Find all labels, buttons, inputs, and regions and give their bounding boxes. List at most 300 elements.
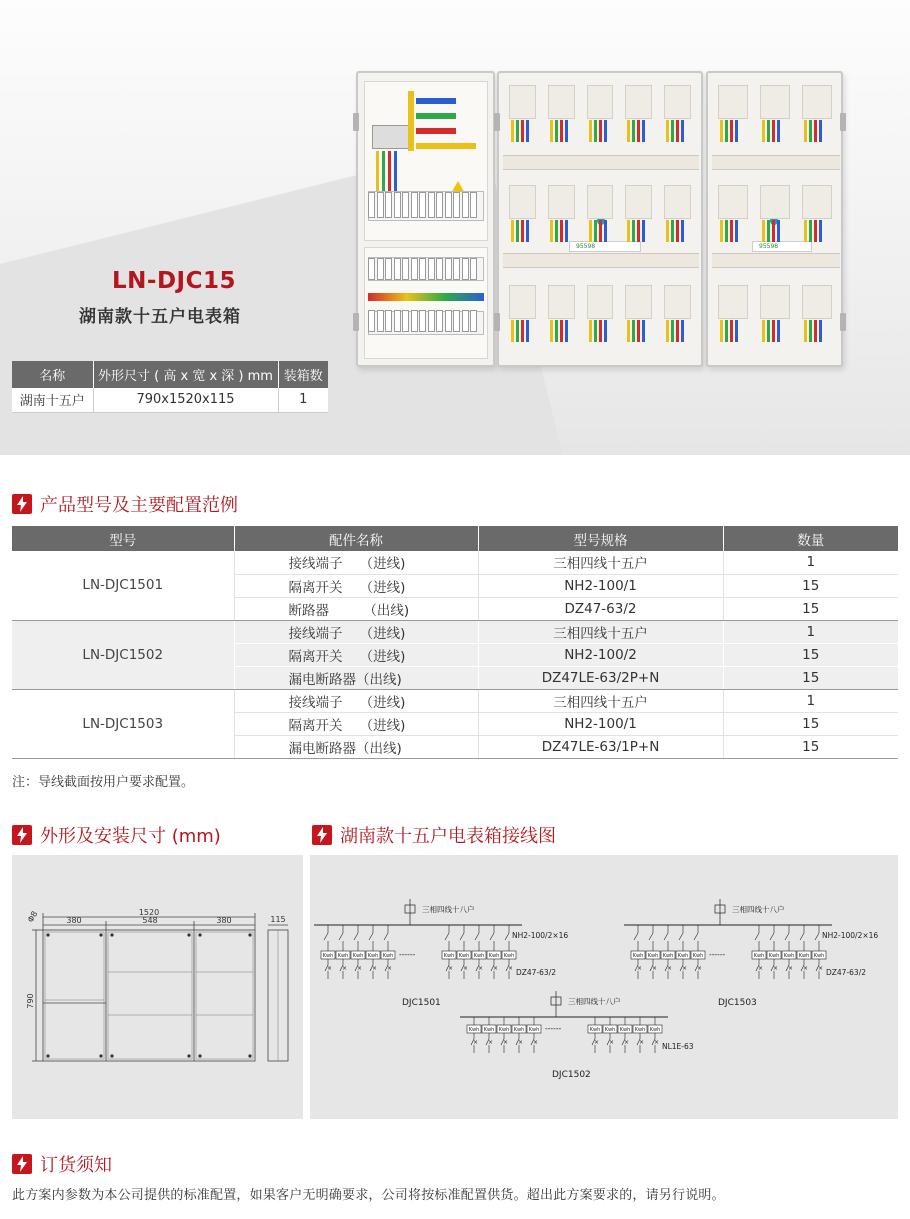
wire bbox=[671, 120, 674, 142]
wire bbox=[627, 220, 630, 242]
breaker bbox=[462, 192, 469, 218]
breaker bbox=[368, 310, 375, 332]
wire bbox=[511, 320, 514, 342]
cfg-part: 漏电断路器（出线) bbox=[234, 735, 478, 758]
kwh-label: Kwh bbox=[483, 1027, 495, 1033]
cfg-spec: 三相四线十五户 bbox=[478, 551, 723, 574]
section-config-title: 产品型号及主要配置范例 bbox=[40, 495, 238, 516]
meter-slot bbox=[718, 285, 748, 319]
meter-slot bbox=[664, 285, 691, 319]
breaker-mark: × bbox=[788, 965, 794, 972]
wire bbox=[599, 320, 602, 342]
dash-connector: ------ bbox=[545, 1024, 562, 1033]
spec-cell-qty: 1 bbox=[278, 388, 328, 412]
wire bbox=[720, 320, 723, 342]
kwh-label: Kwh bbox=[528, 1027, 540, 1033]
isolator-switch bbox=[354, 933, 358, 940]
breaker-label: NL1E-63 bbox=[662, 1042, 694, 1051]
isolator-switch bbox=[324, 933, 328, 940]
breaker bbox=[368, 192, 375, 218]
cfg-spec: DZ47LE-63/1P+N bbox=[478, 735, 723, 758]
breaker-label: DZ47-63/2 bbox=[516, 968, 557, 977]
wire bbox=[809, 220, 812, 242]
breaker bbox=[419, 258, 426, 280]
meter-slot bbox=[625, 85, 652, 119]
wire bbox=[642, 320, 645, 342]
breaker bbox=[377, 310, 384, 332]
wire bbox=[676, 120, 679, 142]
kwh-label: Kwh bbox=[473, 953, 485, 959]
breaker bbox=[436, 258, 443, 280]
breaker-mark: × bbox=[473, 1039, 479, 1046]
spec-row bbox=[12, 388, 328, 412]
section-config-header bbox=[12, 491, 238, 517]
cfg-header-spec: 型号规格 bbox=[478, 526, 723, 551]
breaker bbox=[470, 310, 477, 332]
breaker-mark: × bbox=[609, 1039, 615, 1046]
breaker-mark: × bbox=[372, 965, 378, 972]
breaker bbox=[419, 192, 426, 218]
cfg-qty: 15 bbox=[723, 597, 898, 620]
dim-left-width: 380 bbox=[66, 916, 82, 925]
kwh-label: Kwh bbox=[458, 953, 470, 959]
cfg-spec: NH2-100/1 bbox=[478, 712, 723, 735]
spec-header-size: 外形尺寸 ( 高 x 宽 x 深 ) mm bbox=[93, 361, 278, 388]
meter-slot bbox=[718, 185, 748, 219]
isolator-switch bbox=[460, 933, 464, 940]
meter-slot bbox=[625, 285, 652, 319]
breaker-mark: × bbox=[478, 965, 484, 972]
cfg-model: LN-DJC1502 bbox=[12, 620, 234, 689]
breaker bbox=[453, 192, 460, 218]
wire bbox=[560, 220, 563, 242]
meter-label-right: 95598 bbox=[752, 241, 812, 252]
breaker bbox=[419, 310, 426, 332]
wire bbox=[516, 320, 519, 342]
wire bbox=[804, 320, 807, 342]
breaker bbox=[470, 258, 477, 280]
wire bbox=[725, 220, 728, 242]
product-title: LN-DJC15 bbox=[112, 268, 236, 294]
meter-slot bbox=[587, 285, 614, 319]
breaker bbox=[470, 192, 477, 218]
diagram-name: DJC1502 bbox=[552, 1070, 591, 1080]
diagram-name: DJC1503 bbox=[718, 998, 757, 1008]
wire bbox=[555, 120, 558, 142]
wire bbox=[632, 120, 635, 142]
kwh-label: Kwh bbox=[589, 1027, 601, 1033]
diagram-name: DJC1501 bbox=[402, 998, 441, 1008]
wire bbox=[526, 320, 529, 342]
wire bbox=[777, 120, 780, 142]
dim-mid-width: 548 bbox=[142, 916, 158, 925]
breaker-mark: × bbox=[503, 1039, 509, 1046]
wire bbox=[772, 320, 775, 342]
kwh-label: Kwh bbox=[468, 1027, 480, 1033]
meter-slot bbox=[548, 85, 575, 119]
meter-slot bbox=[548, 285, 575, 319]
cfg-part: 隔离开关 （进线) bbox=[234, 574, 478, 597]
section-wiring-title: 湖南款十五户电表箱接线图 bbox=[340, 826, 556, 847]
breaker-mark: × bbox=[639, 1039, 645, 1046]
breaker-mark: × bbox=[463, 965, 469, 972]
wire bbox=[809, 320, 812, 342]
wire bbox=[762, 120, 765, 142]
isolator-switch bbox=[384, 933, 388, 940]
dim-height: 790 bbox=[26, 993, 35, 1009]
cfg-part: 隔离开关 （进线) bbox=[234, 712, 478, 735]
breaker bbox=[453, 258, 460, 280]
wire bbox=[730, 220, 733, 242]
wire bbox=[550, 220, 553, 242]
wire bbox=[560, 320, 563, 342]
cfg-part: 接线端子 （进线) bbox=[234, 551, 478, 574]
wire bbox=[767, 320, 770, 342]
wire bbox=[599, 120, 602, 142]
wire bbox=[526, 220, 529, 242]
cfg-spec: 三相四线十五户 bbox=[478, 620, 723, 643]
breaker bbox=[462, 258, 469, 280]
breaker bbox=[445, 258, 452, 280]
config-note: 注：导线截面按用户要求配置。 bbox=[12, 775, 195, 790]
wire bbox=[725, 120, 728, 142]
spec-table bbox=[12, 361, 328, 413]
section-wiring-header bbox=[312, 822, 556, 848]
kwh-label: Kwh bbox=[813, 953, 825, 959]
breaker bbox=[436, 192, 443, 218]
switch-label: NH2-100/2×16 bbox=[512, 931, 569, 940]
kwh-label: Kwh bbox=[498, 1027, 510, 1033]
cfg-model: LN-DJC1501 bbox=[12, 551, 234, 620]
wire bbox=[627, 120, 630, 142]
breaker-mark: × bbox=[493, 965, 499, 972]
table-row bbox=[12, 551, 898, 574]
wiring-diagram bbox=[310, 855, 898, 1119]
isolator-switch bbox=[679, 933, 683, 940]
wire bbox=[565, 320, 568, 342]
breaker bbox=[402, 258, 409, 280]
breaker bbox=[377, 192, 384, 218]
cfg-qty: 1 bbox=[723, 689, 898, 712]
meter-slot bbox=[509, 85, 536, 119]
breaker bbox=[428, 258, 435, 280]
cfg-header-model: 型号 bbox=[12, 526, 234, 551]
table-row bbox=[12, 620, 898, 643]
wire bbox=[642, 120, 645, 142]
wire bbox=[604, 220, 607, 242]
spec-header-qty: 装箱数 bbox=[278, 361, 328, 388]
isolator-switch bbox=[664, 933, 668, 940]
isolator-switch bbox=[755, 933, 759, 940]
wire bbox=[594, 120, 597, 142]
meter-slot bbox=[760, 285, 790, 319]
cfg-qty: 15 bbox=[723, 666, 898, 689]
breaker-label: DZ47-63/2 bbox=[826, 968, 867, 977]
wire bbox=[772, 220, 775, 242]
wire bbox=[730, 320, 733, 342]
wire bbox=[627, 320, 630, 342]
wire bbox=[642, 220, 645, 242]
wire bbox=[819, 220, 822, 242]
meter-slot bbox=[587, 85, 614, 119]
breaker-mark: × bbox=[682, 965, 688, 972]
kwh-label: Kwh bbox=[753, 953, 765, 959]
wire bbox=[762, 220, 765, 242]
breaker-mark: × bbox=[637, 965, 643, 972]
wire bbox=[676, 320, 679, 342]
meter-slot bbox=[548, 185, 575, 219]
wire bbox=[681, 320, 684, 342]
kwh-label: Kwh bbox=[443, 953, 455, 959]
wire bbox=[521, 120, 524, 142]
wire bbox=[735, 320, 738, 342]
kwh-label: Kwh bbox=[382, 953, 394, 959]
cfg-model: LN-DJC1503 bbox=[12, 689, 234, 758]
kwh-label: Kwh bbox=[513, 1027, 525, 1033]
breaker bbox=[385, 310, 392, 332]
isolator-switch bbox=[369, 933, 373, 940]
wire bbox=[550, 320, 553, 342]
meter-label: 95598 bbox=[569, 241, 641, 252]
wire bbox=[521, 320, 524, 342]
cfg-qty: 1 bbox=[723, 551, 898, 574]
cfg-header-part: 配件名称 bbox=[234, 526, 478, 551]
breaker-mark: × bbox=[508, 965, 514, 972]
wire bbox=[632, 320, 635, 342]
breaker bbox=[394, 192, 401, 218]
wire bbox=[637, 120, 640, 142]
wire bbox=[526, 120, 529, 142]
wire bbox=[819, 120, 822, 142]
breaker bbox=[394, 258, 401, 280]
kwh-label: Kwh bbox=[337, 953, 349, 959]
isolator-switch bbox=[505, 933, 509, 940]
breaker-mark: × bbox=[758, 965, 764, 972]
breaker bbox=[445, 192, 452, 218]
cfg-qty: 1 bbox=[723, 620, 898, 643]
wiring-diagram-panel bbox=[310, 855, 898, 1119]
breaker-mark: × bbox=[652, 965, 658, 972]
cfg-part: 接线端子 （进线) bbox=[234, 620, 478, 643]
breaker-mark: × bbox=[667, 965, 673, 972]
cfg-qty: 15 bbox=[723, 735, 898, 758]
dim-hole: Φ8 bbox=[25, 909, 40, 924]
breaker-mark: × bbox=[357, 965, 363, 972]
breaker-mark: × bbox=[654, 1039, 660, 1046]
source-label: 三相四线十八户 bbox=[732, 905, 785, 914]
kwh-label: Kwh bbox=[662, 953, 674, 959]
config-table bbox=[12, 526, 898, 759]
cfg-part: 漏电断路器（出线) bbox=[234, 666, 478, 689]
section-order-header bbox=[12, 1151, 112, 1177]
wire bbox=[666, 120, 669, 142]
breaker bbox=[402, 192, 409, 218]
breaker bbox=[368, 258, 375, 280]
cfg-qty: 15 bbox=[723, 712, 898, 735]
wire bbox=[777, 220, 780, 242]
wire bbox=[735, 220, 738, 242]
dimension-drawing-panel bbox=[12, 855, 303, 1119]
wire bbox=[589, 320, 592, 342]
cfg-qty: 15 bbox=[723, 574, 898, 597]
wire bbox=[516, 220, 519, 242]
kwh-label: Kwh bbox=[692, 953, 704, 959]
wire bbox=[767, 220, 770, 242]
dim-depth: 115 bbox=[270, 915, 286, 924]
wire bbox=[511, 220, 514, 242]
wire bbox=[804, 220, 807, 242]
isolator-switch bbox=[815, 933, 819, 940]
breaker bbox=[385, 192, 392, 218]
breaker-mark: × bbox=[773, 965, 779, 972]
breaker-mark: × bbox=[448, 965, 454, 972]
kwh-label: Kwh bbox=[604, 1027, 616, 1033]
section-dimensions-title: 外形及安装尺寸 (mm) bbox=[40, 826, 221, 847]
isolator-switch bbox=[785, 933, 789, 940]
wire bbox=[565, 120, 568, 142]
breaker-mark: × bbox=[624, 1039, 630, 1046]
meter-slot bbox=[802, 85, 832, 119]
wire bbox=[671, 320, 674, 342]
cfg-part: 接线端子 （进线) bbox=[234, 689, 478, 712]
cfg-spec: 三相四线十五户 bbox=[478, 689, 723, 712]
table-row bbox=[12, 689, 898, 712]
wire bbox=[767, 120, 770, 142]
wire bbox=[604, 120, 607, 142]
spec-header-name: 名称 bbox=[12, 361, 93, 388]
breaker bbox=[428, 310, 435, 332]
dash-connector: ------ bbox=[709, 950, 726, 959]
kwh-label: Kwh bbox=[768, 953, 780, 959]
wire bbox=[555, 320, 558, 342]
cfg-spec: NH2-100/2 bbox=[478, 643, 723, 666]
wire bbox=[777, 320, 780, 342]
dimension-drawing bbox=[12, 855, 303, 1119]
breaker-mark: × bbox=[818, 965, 824, 972]
breaker-mark: × bbox=[387, 965, 393, 972]
hero-banner bbox=[0, 0, 910, 455]
wire bbox=[594, 320, 597, 342]
breaker-mark: × bbox=[488, 1039, 494, 1046]
wire bbox=[676, 220, 679, 242]
lightning-icon bbox=[12, 494, 32, 514]
isolator-switch bbox=[475, 933, 479, 940]
isolator-switch bbox=[694, 933, 698, 940]
cfg-spec: NH2-100/1 bbox=[478, 574, 723, 597]
wire bbox=[814, 220, 817, 242]
breaker bbox=[394, 310, 401, 332]
breaker bbox=[436, 310, 443, 332]
isolator-switch bbox=[649, 933, 653, 940]
source-label: 三相四线十八户 bbox=[422, 905, 475, 914]
dim-width-total: 1520 bbox=[138, 908, 160, 917]
wire bbox=[589, 120, 592, 142]
wire bbox=[681, 120, 684, 142]
kwh-label: Kwh bbox=[632, 953, 644, 959]
meter-slot bbox=[664, 85, 691, 119]
isolator-switch bbox=[339, 933, 343, 940]
meter-slot bbox=[664, 185, 691, 219]
wire bbox=[666, 220, 669, 242]
cfg-spec: DZ47-63/2 bbox=[478, 597, 723, 620]
section-order-title: 订货须知 bbox=[40, 1155, 112, 1176]
wire bbox=[671, 220, 674, 242]
kwh-label: Kwh bbox=[322, 953, 334, 959]
wire bbox=[637, 220, 640, 242]
wire bbox=[730, 120, 733, 142]
wire bbox=[720, 120, 723, 142]
kwh-label: Kwh bbox=[503, 953, 515, 959]
wire bbox=[594, 220, 597, 242]
isolator-switch bbox=[490, 933, 494, 940]
kwh-label: Kwh bbox=[783, 953, 795, 959]
breaker bbox=[377, 258, 384, 280]
wire bbox=[521, 220, 524, 242]
wire bbox=[666, 320, 669, 342]
breaker-mark: × bbox=[327, 965, 333, 972]
lightning-icon bbox=[12, 1154, 32, 1174]
breaker-mark: × bbox=[594, 1039, 600, 1046]
wire bbox=[511, 120, 514, 142]
meter-slot bbox=[718, 85, 748, 119]
wire bbox=[681, 220, 684, 242]
breaker bbox=[385, 258, 392, 280]
kwh-label: Kwh bbox=[619, 1027, 631, 1033]
cfg-part: 断路器 （出线) bbox=[234, 597, 478, 620]
switch-label: NH2-100/2×16 bbox=[822, 931, 879, 940]
wire bbox=[814, 120, 817, 142]
wire bbox=[637, 320, 640, 342]
breaker-mark: × bbox=[342, 965, 348, 972]
kwh-label: Kwh bbox=[488, 953, 500, 959]
wire bbox=[555, 220, 558, 242]
product-subtitle: 湖南款十五户电表箱 bbox=[79, 307, 241, 327]
breaker-mark: × bbox=[697, 965, 703, 972]
cfg-qty: 15 bbox=[723, 643, 898, 666]
wire bbox=[516, 120, 519, 142]
breaker bbox=[411, 192, 418, 218]
kwh-label: Kwh bbox=[647, 953, 659, 959]
wire bbox=[599, 220, 602, 242]
meter-slot bbox=[509, 185, 536, 219]
kwh-label: Kwh bbox=[352, 953, 364, 959]
breaker bbox=[445, 310, 452, 332]
meter-slot bbox=[802, 285, 832, 319]
cfg-header-qty: 数量 bbox=[723, 526, 898, 551]
kwh-label: Kwh bbox=[367, 953, 379, 959]
breaker bbox=[453, 310, 460, 332]
lightning-icon bbox=[312, 825, 332, 845]
kwh-label: Kwh bbox=[634, 1027, 646, 1033]
isolator-switch bbox=[634, 933, 638, 940]
cfg-spec: DZ47LE-63/2P+N bbox=[478, 666, 723, 689]
wire bbox=[632, 220, 635, 242]
isolator-switch bbox=[800, 933, 804, 940]
breaker bbox=[402, 310, 409, 332]
isolator-switch bbox=[770, 933, 774, 940]
wire bbox=[604, 320, 607, 342]
meter-slot bbox=[802, 185, 832, 219]
breaker bbox=[411, 258, 418, 280]
isolator-switch bbox=[445, 933, 449, 940]
breaker bbox=[462, 310, 469, 332]
meter-slot bbox=[760, 85, 790, 119]
cfg-part: 隔离开关 （进线) bbox=[234, 643, 478, 666]
breaker-mark: × bbox=[533, 1039, 539, 1046]
breaker bbox=[411, 310, 418, 332]
wire bbox=[762, 320, 765, 342]
wire bbox=[725, 320, 728, 342]
